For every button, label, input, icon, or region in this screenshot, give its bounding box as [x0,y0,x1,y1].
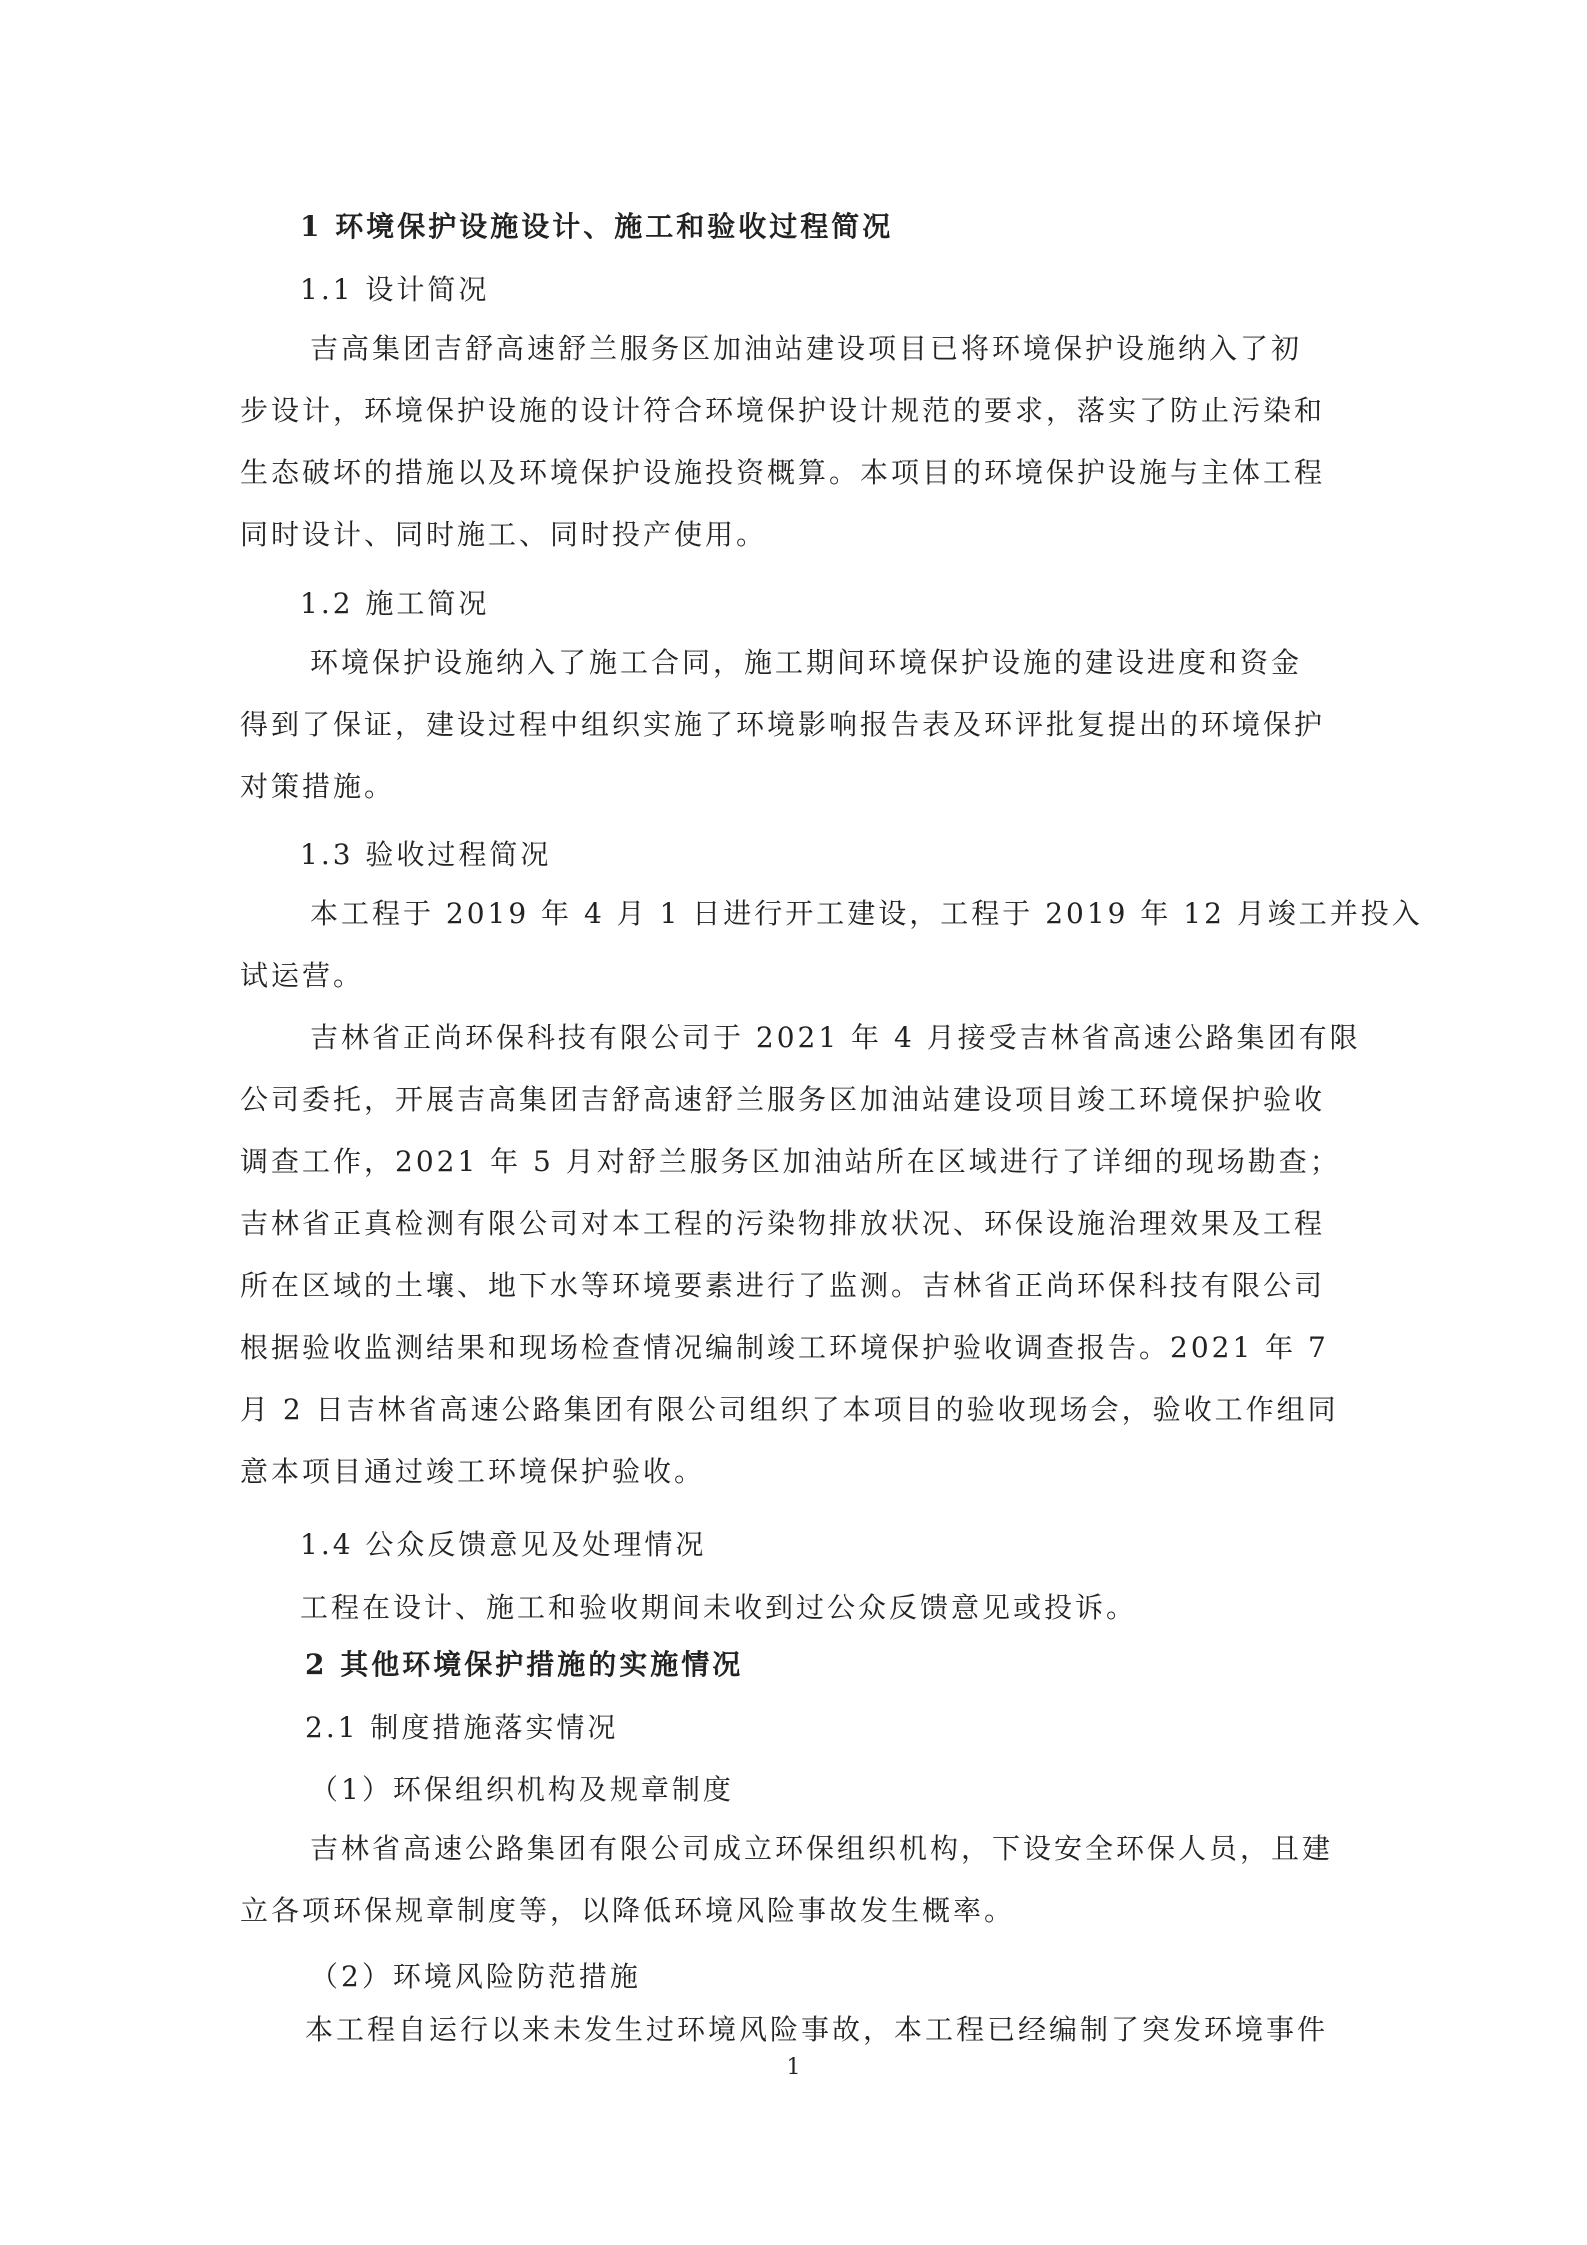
section-1-3-paragraph-2 [240,1007,1361,1503]
paragraph-line: 根据验收监测结果和现场检查情况编制竣工环境保护验收调查报告。2021 年 7 [240,1331,1329,1364]
section-1-3-paragraph-1 [240,883,1423,1007]
paragraph-line: 所在区域的土壤、地下水等环境要素进行了监测。吉林省正尚环保科技有限公司 [240,1269,1326,1302]
paragraph-line: 本工程于 2019 年 4 月 1 日进行开工建设，工程于 2019 年 12 月竣工并投入 [310,897,1423,930]
paragraph-line: 步设计，环境保护设施的设计符合环境保护设计规范的要求，落实了防止污染和 [240,394,1326,427]
section-2-1-2-heading: （2）环境风险防范措施 [310,1960,641,1993]
paragraph-line: 吉林省正真检测有限公司对本工程的污染物排放状况、环保设施治理效果及工程 [240,1207,1326,1240]
paragraph-line: 吉林省正尚环保科技有限公司于 2021 年 4 月接受吉林省高速公路集团有限 [310,1021,1361,1054]
section-2-1-2-text: 本工程自运行以来未发生过环境风险事故，本工程已经编制了突发环境事件 [305,2013,1329,2046]
section-1-2-paragraph [240,632,1350,818]
paragraph-line: 试运营。 [240,959,365,992]
paragraph-line: 吉林省高速公路集团有限公司成立环保组织机构，下设安全环保人员，且建 [310,1832,1334,1865]
paragraph-line: 同时设计、同时施工、同时投产使用。 [240,518,768,551]
section-1-1-heading: 1.1 设计简况 [300,273,490,306]
paragraph-line: 环境保护设施纳入了施工合同，施工期间环境保护设施的建设进度和资金 [310,646,1303,679]
paragraph-line: 对策措施。 [240,770,396,803]
paragraph-line: 吉高集团吉舒高速舒兰服务区加油站建设项目已将环境保护设施纳入了初 [310,332,1303,365]
page-number: 1 [786,2055,801,2080]
paragraph-line: 公司委托，开展吉高集团吉舒高速舒兰服务区加油站建设项目竣工环境保护验收 [240,1083,1326,1116]
section-1-4-text: 工程在设计、施工和验收期间未收到过公众反馈意见或投诉。 [300,1591,1138,1624]
paragraph-line: 调查工作，2021 年 5 月对舒兰服务区加油站所在区域进行了详细的现场勘查； [240,1145,1341,1178]
section-2-1-1-paragraph [240,1818,1350,1942]
paragraph-line: 立各项环保规章制度等，以降低环境风险事故发生概率。 [240,1894,1016,1927]
paragraph-line: 得到了保证，建设过程中组织实施了环境影响报告表及环评批复提出的环境保护 [240,708,1326,741]
section-1-2-heading: 1.2 施工简况 [300,587,490,620]
section-1-3-heading: 1.3 验收过程简况 [300,838,552,871]
section-2-heading: 2 其他环境保护措施的实施情况 [305,1648,744,1681]
paragraph-line: 意本项目通过竣工环境保护验收。 [240,1455,706,1488]
paragraph-line: 月 2 日吉林省高速公路集团有限公司组织了本项目的验收现场会，验收工作组同 [240,1393,1339,1426]
section-1-heading: 1 环境保护设施设计、施工和验收过程简况 [300,210,894,243]
section-2-1-1-heading: （1）环保组织机构及规章制度 [310,1773,734,1806]
section-1-1-paragraph [240,318,1350,566]
paragraph-line: 生态破坏的措施以及环境保护设施投资概算。本项目的环境保护设施与主体工程 [240,456,1326,489]
section-2-1-heading: 2.1 制度措施落实情况 [305,1711,619,1744]
section-1-4-heading: 1.4 公众反馈意见及处理情况 [300,1528,707,1561]
